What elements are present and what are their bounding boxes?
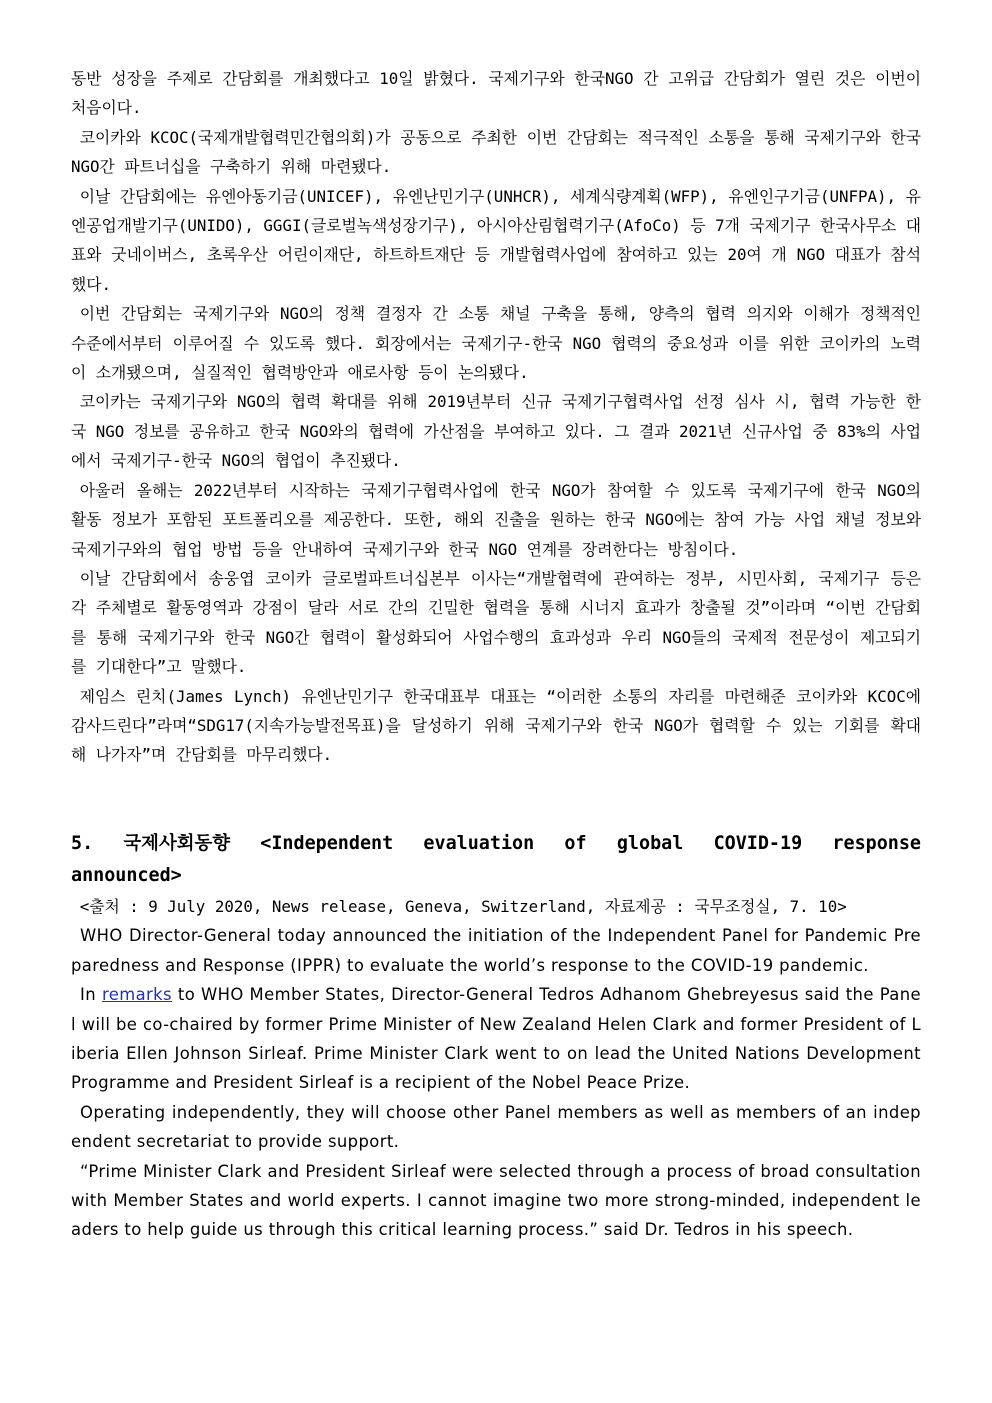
article-paragraph-5: 코이카는 국제기구와 NGO의 협력 확대를 위해 2019년부터 신규 국제기구협력사업 선정 심사 시, 협력 가능한 한국 NGO 정보를 공유하고 한국 NGO와의 협력에 가산점을 부여하고 있다. 그 결과 2021년 신규사업 중 83%의 사업에서 국제기구-한국 NGO의 협업이 추진됐다. xyxy=(71,392,921,471)
paragraph-rest: to WHO Member States, Director-General Tedros Adhanom Ghebreyesus said the Panel will be co-chaired by former Prime Minister of New Zealand Helen Clark and former President of Liberia Ellen Johnson Sirleaf. Prime Minister Clark went to on lead the United Nations Development Programme and President Sirleaf is a recipient of the Nobel Peace Prize. xyxy=(71,985,921,1093)
section-heading: 5. 국제사회동향 <Independent evaluation of global COVID-19 response announced> xyxy=(71,833,921,886)
article-paragraph-4: 이번 간담회는 국제기구와 NGO의 정책 결정자 간 소통 채널 구축을 통해, 양측의 협력 의지와 이해가 정책적인 수준에서부터 이루어질 수 있도록 했다. 회장에서는 국제기구-한국 NGO 협력의 중요성과 이를 위한 코이카의 노력이 소개됐으며, 실질적인 협력방안과 애로사항 등이 논의됐다. xyxy=(71,304,921,383)
news-paragraph-3: Operating independently, they will choose other Panel members as well as members of an independent secretariat to provide support. xyxy=(71,1102,921,1152)
article-paragraph-7: 이날 간담회에서 송웅엽 코이카 글로벌파트너십본부 이사는“개발협력에 관여하는 정부, 시민사회, 국제기구 등은 각 주체별로 활동영역과 강점이 달라 서로 간의 긴밀한 협력을 통해 시너지 효과가 창출될 것”이라며 “이번 간담회를 통해 국제기구와 한국 NGO간 협력이 활성화되어 사업수행의 효과성과 우리 NGO들의 국제적 전문성이 제고되기를 기대한다”고 말했다. xyxy=(71,568,921,677)
korean-article xyxy=(71,64,921,770)
article-paragraph-8: 제임스 린치(James Lynch) 유엔난민기구 한국대표부 대표는 “이러한 소통의 자리를 마련해준 코이카와 KCOC에 감사드린다”라며“SDG17(지속가능발전목표)을 달성하기 위해 국제기구와 한국 NGO가 협력할 수 있는 기회를 확대해 나가자”며 간담회를 마무리했다. xyxy=(71,686,921,765)
paragraph-lead: In xyxy=(80,985,102,1005)
news-paragraph-1: WHO Director-General today announced the initiation of the Independent Panel for Pandemic Preparedness and Response (IPPR) to evaluate the world’s response to the COVID-19 pandemic. xyxy=(71,926,921,975)
remarks-link[interactable]: remarks xyxy=(101,985,172,1005)
source-line: <출처 : 9 July 2020, News release, Geneva, Switzerland, 자료제공 : 국무조정실, 7. 10> xyxy=(79,897,847,916)
news-paragraph-4: “Prime Minister Clark and President Sirleaf were selected through a process of broad consultation with Member States and world experts. I cannot imagine two more strong-minded, independent leaders to help guide us through this critical learning process.” said Dr. Tedros in his speech. xyxy=(71,1161,921,1240)
article-paragraph-2: 코이카와 KCOC(국제개발협력민간협의회)가 공동으로 주최한 이번 간담회는 적극적인 소통을 통해 국제기구와 한국 NGO간 파트너십을 구축하기 위해 마련됐다. xyxy=(71,127,921,177)
article-paragraph-6: 아울러 올해는 2022년부터 시작하는 국제기구협력사업에 한국 NGO가 참여할 수 있도록 국제기구에 한국 NGO의 활동 정보가 포함된 포트폴리오를 제공한다. 또한, 해외 진출을 원하는 한국 NGO에는 참여 가능 사업 채널 정보와 국제기구와의 협업 방법 등을 안내하여 국제기구와 한국 NGO 연계를 장려한다는 방침이다. xyxy=(71,480,921,559)
news-paragraph-2 xyxy=(71,980,921,1098)
article-paragraph-3: 이날 간담회에는 유엔아동기금(UNICEF), 유엔난민기구(UNHCR), 세계식량계획(WFP), 유엔인구기금(UNFPA), 유엔공업개발기구(UNIDO), GGGI(글로벌녹색성장기구), 아시아산림협력기구(AfoCo) 등 7개 국제기구 한국사무소 대표와 굿네이버스, 초록우산 어린이재단, 하트하트재단 등 개발협력사업에 참여하고 있는 20여 개 NGO 대표가 참석했다. xyxy=(71,186,921,294)
article-paragraph-1: 동반 성장을 주제로 간담회를 개최했다고 10일 밝혔다. 국제기구와 한국NGO 간 고위급 간담회가 열린 것은 이번이 처음이다. xyxy=(71,69,921,118)
english-article xyxy=(71,892,921,1245)
